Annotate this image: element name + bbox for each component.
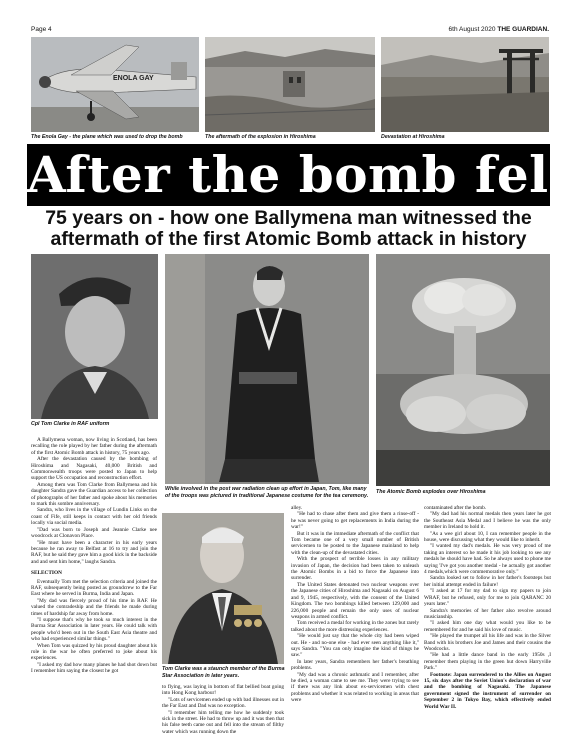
subheadline: 75 years on - how one Ballymena man witnessed the aftermath of the first Atomic Bomb attack in history [45,207,532,250]
paragraph: Among them was Tom Clarke from Ballymena and his daughter Sandra gave the Guardian access to her collection of photographs of her father and spoke about his memories to mark this sombre anniversary. [31,481,157,508]
date-line: 6th August 2020 THE GUARDIAN. [448,26,549,33]
article-column-2 [162,684,284,735]
kimono-image [165,254,369,484]
veteran-image [162,513,284,664]
atomic-cloud-caption: The Atomic Bomb explodes over Hiroshima [376,489,486,495]
paragraph: Eventually Tom met the selection criteria and joined the RAF, subsequently being posted as groundcrew to the Far East where he served in Burma, India and Japan. [31,578,157,598]
aftermath-image [205,37,375,132]
devastation-image [381,37,549,132]
enola-gay-marking: ENOLA GAY [113,75,154,82]
paragraph: "He played the trumpet all his life and was in the Silver Band with his brothers Joe and James and their cousins the Woodcocks. [424,633,551,652]
paragraph: Sandra's memories of her father also revolve around musicianship. [424,607,551,620]
paragraph: "I asked at 17 for my dad to sign my papers to join WRAF, but he refused, only for me to join QARANC 20 years later." [424,588,551,608]
veteran-caption: Tom Clarke was a staunch member of the Burma Star Association in later years. [162,666,285,679]
paragraph: contaminated after the bomb. [424,505,487,511]
paragraph: "He had to chase after them and give them a rinse-off - he was never going to get replacements in India during the war!" [291,511,419,531]
article-column-3 [291,505,419,704]
paragraph: "I asked my dad how many planes he had shot down but I remember him saying the closest he got [31,661,157,675]
paragraph: "He must have been a character in his early years because he ran away to Belfast at 16 to try and join the RAF, but he said they gave him a good kick in the backside and and sent him home," laughs Sandra. [31,539,157,565]
atomic-cloud-image [376,254,550,486]
paragraph: Sandra looked set to follow in her father's footsteps but her initial attempt ended in failure! [424,575,551,588]
paragraph: After the devastation caused by the bombing of Hiroshima and Nagasaki, 40,000 British and Commonwealth troops were posted to Japan to help support the US occupation and reconstruction effort. [31,456,157,482]
devastation-photo [381,37,549,132]
enola-gay-image [31,37,199,132]
footnote: Footnote: Japan surrendered to the Allies on August 15, six days after the Soviet Union's declaration of war and the bombing of Nagasaki. The Japanese government signed the instrument of surrender on September 2 in Tokyo Bay, which effectively ended World War II. [424,671,551,710]
paragraph: Tom received a medal for working in the zones but rarely talked about the more distressing experiences. [291,620,419,633]
paragraph: "My dad was a chronic asthmatic and I remember, after he died, a woman came to see me. They were trying to see if there was any link about ex-servicemen with chest problems and whether it was related to working in areas that were [291,671,419,704]
article-column-1 [31,437,157,675]
kimono-caption: While involved in the post war radiation clean up effort in Japan, Tom, like many of the troops was pictured in traditional Japanese costume for the tea ceremony. [165,486,369,499]
headline: After the bomb fell [27,145,569,204]
paragraph: "Lots of servicemen ended up with bad illnesses out in the Far East and Dad was no exception. [162,696,284,710]
paragraph: "He would just say that the whole city had been wiped out. He - and no-one else - had ever seen anything like it," says Sandra. "You can only imagine the kind of things he saw." [291,633,419,659]
paragraph: But it was in the immediate aftermath of the conflict that Tom became one of a very small number of British servicemen to be posted to the Japanese mainland to help with the clean-up of the devastated cities. [291,530,419,556]
article-column-4 [424,505,551,710]
paragraph: The United States detonated two nuclear weapons over the Japanese cities of Hiroshima and Nagasaki on August 6 and 9, 1945, respectively, with the consent of the United Kingdom. The two bombings killed between 129,000 and 226,000 people and remain the only uses of nuclear weapons in armed conflict. [291,581,419,620]
devastation-caption: Devastation at Hiroshima [381,134,445,140]
paragraph: "My dad had his normal medals then years later he got the Southeast Asia Medal and I believe he was the only member in Ireland to hold it. [424,511,551,531]
aftermath-photo [205,37,375,132]
paragraph: A Ballymena woman, now living in Scotland, has been recalling the role played by her father during the aftermath of the first Atomic Bomb attack in history, 75 years ago. [31,437,157,456]
paragraph: In later years, Sandra remembers her father's breathing problems. [291,658,419,672]
page-number: Page 4 [31,26,52,33]
cpl-clarke-caption: Cpl Tom Clarke in RAF uniform [31,421,110,427]
paragraph: "Dad was born to Joseph and Jeannie Clarke nee woodcock at Clonavon Place. [31,526,157,540]
section-heading: SELECTION [31,570,62,577]
paragraph: "I remember him telling me how he suddenly took sick in the street. He had to throw up and it was then that his false teeth came out and fell into the stream of filthy water which was running down the [162,709,284,735]
issue-date: 6th August 2020 [448,26,496,33]
cpl-clarke-photo [31,254,158,419]
paragraph: When Tom was quizzed by his proud daughter about his role in the war he often preferred to joke about his experiences. [31,642,157,662]
paragraph: "He had a little dance band in the early 1950s ,I remember them playing in the green hut down Harryville Park." [424,652,551,672]
paragraph: to flying, was laying in bottom of flat bellied boat going into Hong Kong harbour! [162,684,284,697]
enola-gay-caption: The Enola Gay - the plane which was used to drop the bomb [31,134,183,140]
paragraph: With the prospect of terrible losses in any military invasion of Japan, the decision had been taken to unleash the Atomic Bombs in a bid to force the Japanese into surrender. [291,556,419,582]
paragraph: Sandra, who lives in the village of Lundin Links on the coast of Fife, still keeps in contact with her old friends locally via social media. [31,507,157,527]
veteran-photo [162,513,284,664]
enola-gay-photo [31,37,199,132]
paper-name: THE GUARDIAN [497,26,548,33]
paragraph: "My dad was fiercely proud of his time in RAF. He valued the comradeship and the friends he made during times of hardship far away from home. [31,597,157,617]
cpl-clarke-image [31,254,158,419]
headline-banner [27,144,569,206]
atomic-cloud-photo [376,254,550,486]
paragraph: alley. [291,505,303,511]
paragraph: "I wanted my dad's medals. He was very proud of me taking an interest so he made it his job looking to see any medals he should have had. So he always used to phone me saying 'I've got you another medal - he actually got another 4 medals,which were commemorative only." [424,543,551,576]
paragraph: "I asked him one day what would you like to be remembered for and he said his love of music. [424,620,551,633]
paragraph: "As a wee girl about 10, I can remember people in the house, were discussing what they would like to inherit. [424,530,551,544]
kimono-photo [165,254,369,484]
aftermath-caption: The aftermath of the explosion in Hiroshima [205,134,316,140]
paragraph: "I suppose that's why he took so much interest in the Burma Star Association in later years. He could talk with people who'd been out in the South East Asia theatre and who had experienced similar things." [31,616,157,643]
